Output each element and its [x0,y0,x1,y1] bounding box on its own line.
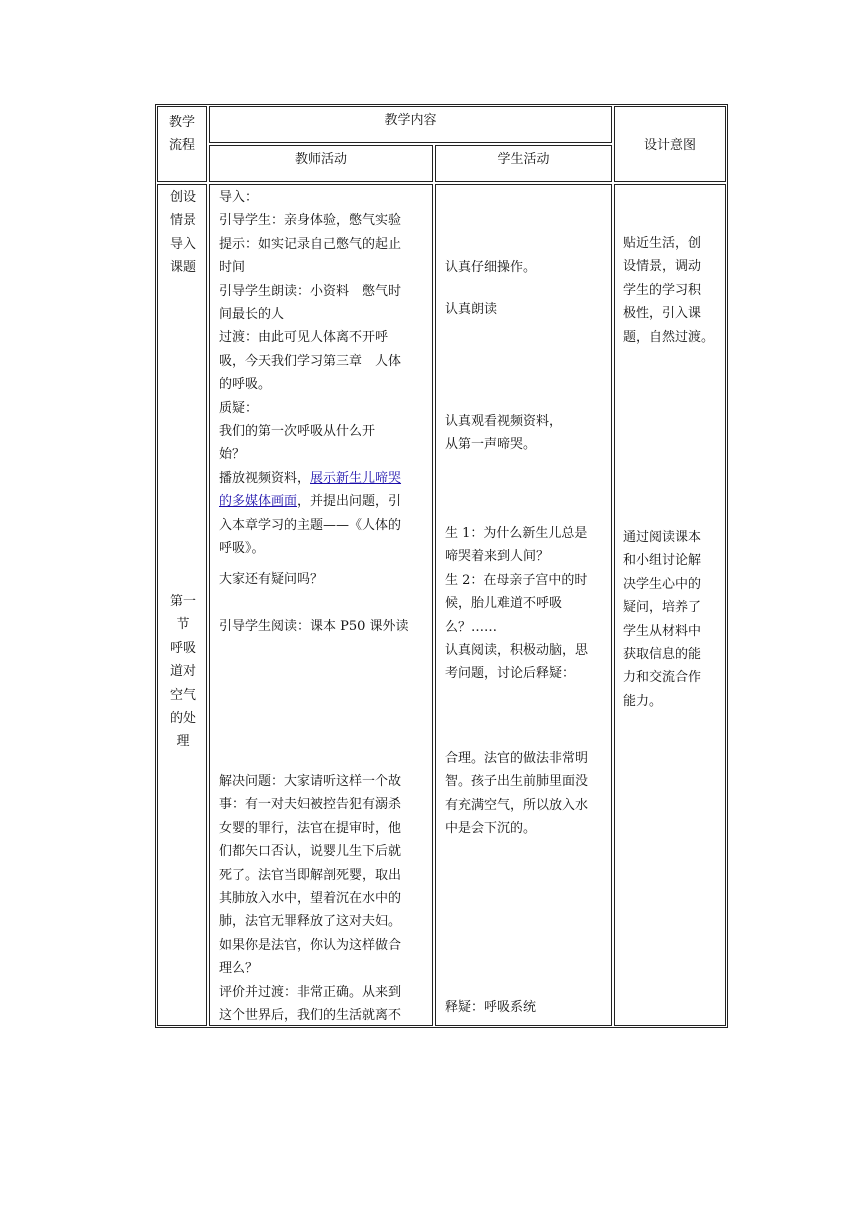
teacher-line: 理么？ [219,961,259,977]
teacher-text: ，并提出问题，引 [297,494,402,510]
teacher-line: 这个世界后，我们的生活就离不 [219,1008,402,1024]
stage-section-line: 第一 [169,594,196,609]
student-line: 生 2：在母亲子宫中的时 [445,572,588,588]
teacher-line: 过渡：由此可见人体离不开呼 [219,330,389,346]
stage-intro [158,186,208,280]
student-activity-cell [435,184,612,1026]
teacher-line: 其肺放入水中，望着沉在水中的 [219,891,402,907]
stage-section1 [158,590,208,754]
teacher-line: 呼吸》。 [219,541,265,557]
student-line: 认真仔细操作。 [445,260,537,275]
intent-line: 学生从材料中 [623,623,702,639]
header-student-label: 学生活动 [497,152,550,167]
stage-section-line: 空气 [169,687,196,703]
intent-cell [614,184,726,1026]
student-line: 从第一声啼哭。 [445,437,537,453]
header-flow-line2: 流程 [168,138,195,154]
intent-line: 题，自然过渡。 [623,329,715,345]
intent-line: 设情景，调动 [623,259,702,275]
intent-line: 获取信息的能 [623,647,702,663]
stage-section-line: 呼吸 [169,640,196,656]
teacher-line: 时间 [219,260,246,276]
teacher-line: 女婴的罪行，法官在提审时，他 [219,820,402,836]
student-line: 生 1：为什么新生儿总是 [445,526,588,541]
header-student-cell [435,145,612,182]
stage-intro-line: 课题 [169,260,196,276]
teacher-line: 评价并过渡：非常正确。从来到 [219,984,402,1000]
teacher-line: 引导学生朗读：小资料 憋气时 [219,283,402,299]
intent-line: 极性，引入课 [623,306,702,322]
student-block-video [445,410,562,457]
header-flow-cell [157,106,207,182]
teacher-line: 吸，今天我们学习第三章 人体 [219,353,402,369]
teacher-line: 我们的第一次呼吸从什么开 [219,424,376,440]
student-line: 有充满空气，所以放入水 [445,797,589,813]
stage-section-line: 的处 [169,711,196,727]
intent-line: 贴近生活，创 [623,236,702,251]
teacher-line: 解决问题：大家请听这样一个故 [219,774,402,789]
intent-line: 疑问，培养了 [623,600,702,616]
intent-line: 能力。 [623,693,663,709]
intent-line: 力和交流合作 [623,670,702,686]
header-content-cell [209,106,612,143]
header-intent-label: 设计意图 [643,138,696,153]
teacher-line: 们都矢口否认，说婴儿生下后就 [219,844,402,860]
intent-line: 决学生心中的 [623,576,702,592]
stage-intro-line: 情景 [169,213,196,229]
student-block-answer [445,747,610,841]
teacher-text: 播放视频资料， [219,470,311,486]
teacher-block-1 [219,186,431,561]
header-teacher-label: 教师活动 [294,152,347,167]
student-line: 认真朗读 [445,302,498,317]
teacher-line: 死了。法官当即解剖死婴，取出 [219,867,402,883]
teacher-block-2 [219,770,431,1027]
intent-line: 通过阅读课本 [623,530,702,545]
stage-intro-line: 导入 [169,236,196,252]
teacher-activity-cell [209,184,433,1026]
teacher-line: 导入： [219,190,259,205]
student-line: 么？…… [445,619,498,635]
flow-column-cell [157,184,207,1026]
teacher-line: 的呼吸。 [219,377,272,393]
teacher-line: 大家还有疑问吗？ [219,572,324,587]
student-line: 认真观看视频资料， [445,414,563,429]
teacher-line: 入本章学习的主题——《人体的 [219,517,402,533]
teacher-line: 质疑： [219,400,259,416]
teacher-line: 间最长的人 [219,307,285,323]
video-link[interactable]: 展示新生儿啼哭 [310,470,402,486]
teacher-line: 肺，法官无罪释放了这对夫妇。 [219,914,402,930]
student-line: 考问题，讨论后释疑： [445,666,576,682]
teacher-line: 提示：如实记录自己憋气的起止 [219,236,402,252]
video-link[interactable]: 的多媒体画面 [219,494,298,510]
student-line: 释疑：呼吸系统 [445,1000,537,1015]
student-block-questions [445,522,610,686]
teacher-line: 引导学生阅读：课本 P50 课外读 [219,619,409,634]
stage-intro-line: 创设 [169,190,196,205]
student-line: 认真阅读，积极动脑，思 [445,643,589,659]
student-line: 中是会下沉的。 [445,821,537,837]
teacher-line: 如果你是法官，你认为这样做合 [219,937,402,953]
header-content-label: 教学内容 [384,113,437,128]
teacher-line: 始？ [219,447,246,463]
header-teacher-cell [209,145,433,182]
stage-section-line: 理 [176,734,190,750]
teacher-line [219,490,431,513]
teacher-line: 事：有一对夫妇被控告犯有溺杀 [219,797,402,813]
teacher-line: 引导学生：亲身体验，憋气实验 [219,213,402,229]
student-line: 智。孩子出生前肺里面没 [445,774,589,790]
intent-block-2 [623,526,727,713]
teacher-line [219,467,431,490]
stage-section-line: 节 [176,617,190,633]
student-line: 合理。法官的做法非常明 [445,751,589,766]
intent-line: 学生的学习积 [623,282,702,298]
header-flow-line1: 教学 [168,115,195,130]
header-intent-cell [614,106,726,182]
student-line: 候，胎儿难道不呼吸 [445,596,563,612]
stage-section-line: 道对 [169,664,196,680]
intent-block-1 [623,232,727,349]
student-line: 啼哭着来到人间？ [445,549,550,565]
intent-line: 和小组讨论解 [623,553,702,569]
